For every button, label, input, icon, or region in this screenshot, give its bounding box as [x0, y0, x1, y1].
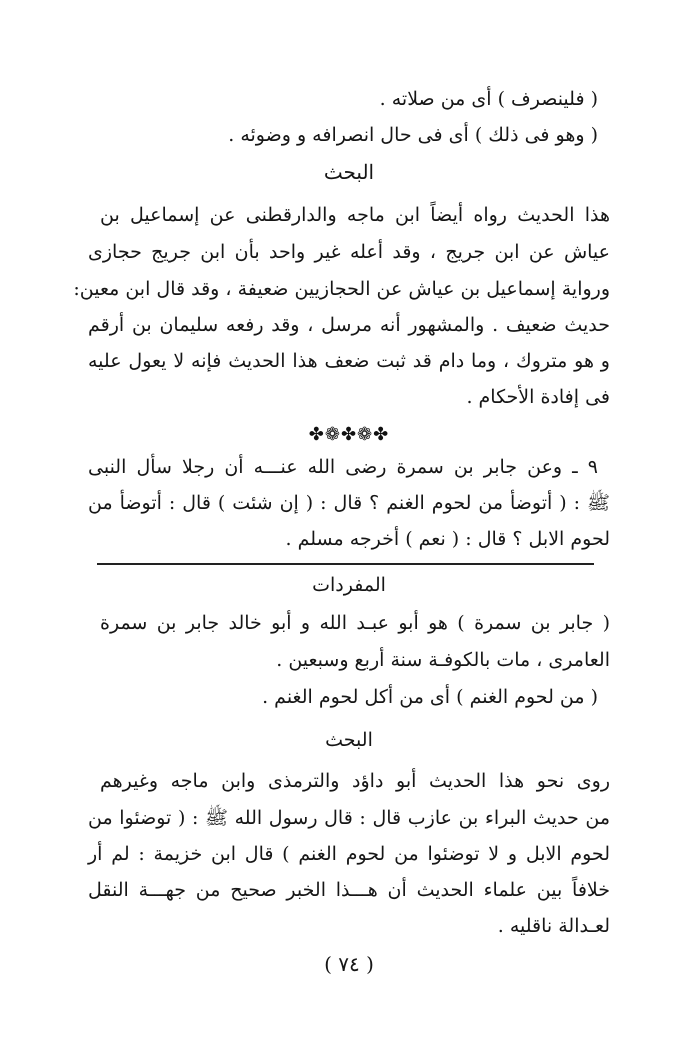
explanation-line-2: ( وهو فى ذلك ) أى فى حال انصرافه و وضوئه .: [228, 124, 598, 146]
ornament-divider: ✤❁✤❁✤: [308, 424, 390, 445]
discussion-1-line-1: هذا الحديث رواه أيضاً ابن ماجه والدارقطنى عن إسماعيل بن: [100, 204, 610, 226]
section-heading-discussion-2: البحث: [325, 729, 373, 751]
discussion-1-line-2: عياش عن ابن جريج ، وقد أعله غير واحد بأن ابن جريج حجازى: [88, 241, 610, 263]
hadith-9-line-1: ٩ ـ وعن جابر بن سمرة رضى الله عنـــه أن رجلا سأل النبى: [88, 456, 598, 478]
page-number: ( ٧٤ ): [324, 952, 374, 976]
vocab-line-3: ( من لحوم الغنم ) أى من أكل لحوم الغنم .: [262, 686, 598, 708]
section-heading-vocabulary: المفردات: [312, 574, 386, 596]
discussion-2-line-4: خلافاً بين علماء الحديث أن هـــذا الخبر صحيح من جهـــة النقل: [88, 879, 610, 901]
vocab-line-1: ( جابر بن سمرة ) هو أبو عبـد الله و أبو خالد جابر بن سمرة: [100, 612, 610, 634]
section-heading-discussion-1: البحث: [323, 160, 375, 184]
explanation-line-1: ( فلينصرف ) أى من صلاته .: [379, 88, 598, 110]
discussion-2-line-3: لحوم الابل و لا توضئوا من لحوم الغنم ) قال ابن خزيمة : لم أر: [88, 843, 610, 865]
hadith-9-line-2: ﷺ : ( أتوضأ من لحوم الغنم ؟ قال : ( إن شئت ) قال : أتوضأ من: [88, 492, 610, 514]
horizontal-rule: [97, 563, 594, 565]
vocab-line-2: العامرى ، مات بالكوفـة سنة أربع وسبعين .: [276, 649, 610, 671]
discussion-1-line-4: حديث ضعيف . والمشهور أنه مرسل ، وقد رفعه سليمان بن أرقم: [88, 314, 610, 336]
discussion-1-line-3: ورواية إسماعيل بن عياش عن الحجازيين ضعيفة ، وقد قال ابن معين:: [73, 278, 610, 300]
discussion-2-line-5: لعـدالة ناقليه .: [497, 915, 610, 937]
discussion-1-line-6: فى إفادة الأحكام .: [466, 386, 610, 408]
discussion-1-line-5: و هو متروك ، وما دام قد ثبت ضعف هذا الحديث فإنه لا يعول عليه: [88, 350, 610, 372]
hadith-9-line-3: لحوم الابل ؟ قال : ( نعم ) أخرجه مسلم .: [285, 528, 610, 550]
discussion-2-line-2: من حديث البراء بن عازب قال : قال رسول الله ﷺ : ( توضئوا من: [88, 807, 610, 829]
discussion-2-line-1: روى نحو هذا الحديث أبو داؤد والترمذى وابن ماجه وغيرهم: [100, 770, 610, 792]
